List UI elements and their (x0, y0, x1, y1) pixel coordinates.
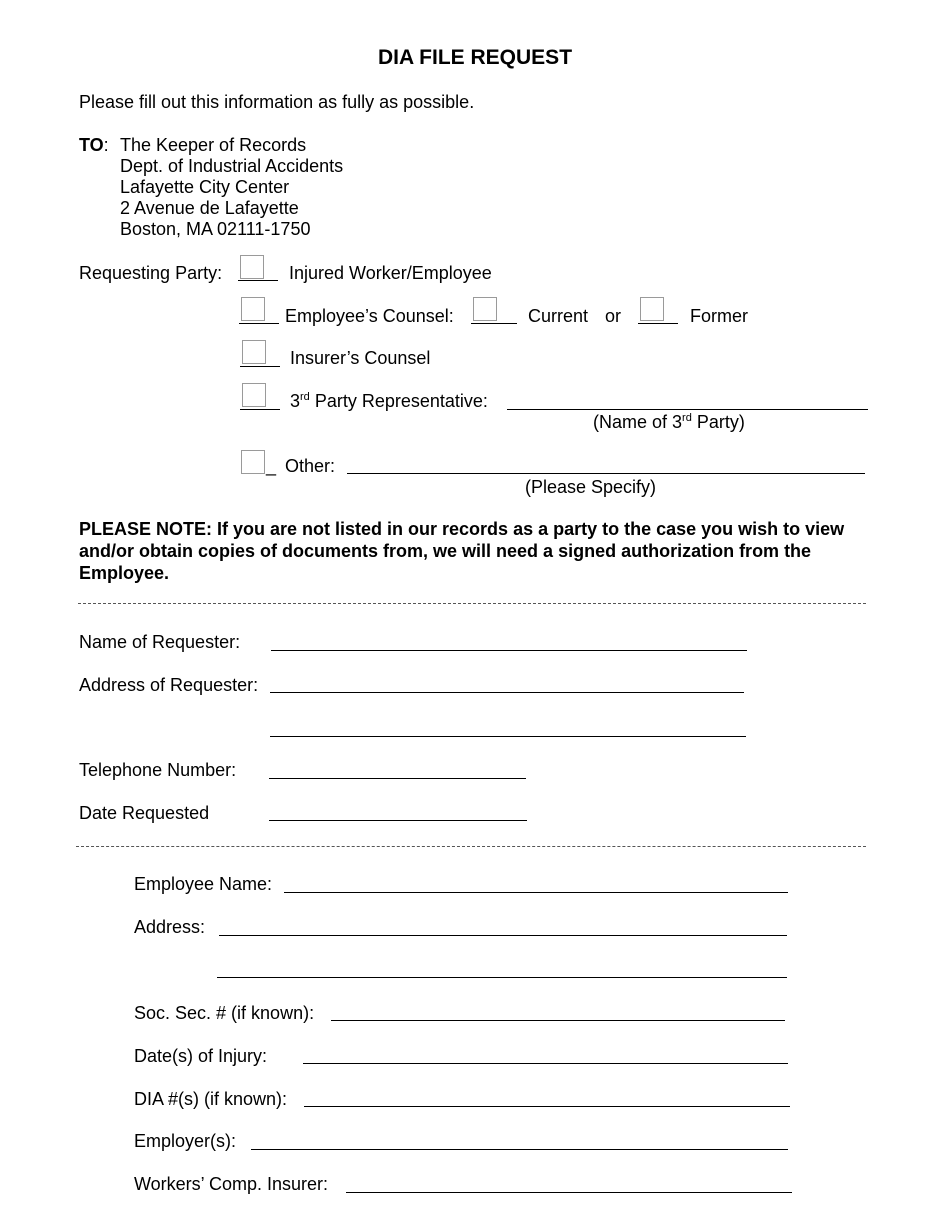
to-line-5: Boston, MA 02111-1750 (120, 219, 311, 239)
injured-worker-checkbox[interactable] (240, 255, 264, 279)
requesting-party-label: Requesting Party: (79, 263, 223, 283)
date-requested-field[interactable] (269, 820, 527, 821)
page-title: DIA FILE REQUEST (377, 46, 573, 69)
third-party-sup: rd (300, 391, 310, 403)
ssn-label: Soc. Sec. # (if known): (134, 1003, 315, 1023)
employee-name-label: Employee Name: (134, 874, 273, 894)
insurers-counsel-checkbox[interactable] (242, 340, 266, 364)
injured-worker-label: Injured Worker/Employee (289, 263, 492, 283)
date-requested-label: Date Requested (79, 803, 210, 823)
name-of-requester-field[interactable] (271, 650, 747, 651)
employee-address-field-2[interactable] (217, 977, 787, 978)
employee-address-field-1[interactable] (219, 935, 787, 936)
insurers-counsel-label: Insurer’s Counsel (290, 348, 431, 368)
employees-counsel-checkbox[interactable] (241, 297, 265, 321)
to-line-1: The Keeper of Records (120, 135, 307, 155)
employers-label: Employer(s): (134, 1131, 237, 1151)
name-of-requester-label: Name of Requester: (79, 632, 241, 652)
to-label (79, 136, 109, 154)
former-checkbox[interactable] (640, 297, 664, 321)
insurers-counsel-underline (240, 366, 280, 367)
third-party-label (290, 392, 488, 410)
address-of-requester-field-1[interactable] (270, 692, 744, 693)
to-line-4: 2 Avenue de Lafayette (120, 198, 299, 218)
employees-counsel-underline (239, 323, 279, 324)
current-underline (471, 323, 517, 324)
employee-name-field[interactable] (284, 892, 788, 893)
former-label: Former (690, 306, 748, 326)
intro-text: Please fill out this information as fully as possible. (79, 92, 475, 112)
insurer-field[interactable] (346, 1192, 792, 1193)
address-of-requester-field-2[interactable] (270, 736, 746, 737)
third-party-name-field[interactable] (507, 409, 868, 410)
please-specify-caption: (Please Specify) (525, 477, 657, 497)
name-of-3rd-prefix: (Name of 3 (593, 412, 683, 432)
other-checkbox[interactable] (241, 450, 265, 474)
or-text: or (605, 306, 622, 326)
dates-of-injury-label: Date(s) of Injury: (134, 1046, 268, 1066)
to-line-2: Dept. of Industrial Accidents (120, 156, 344, 176)
employee-address-label: Address: (134, 917, 206, 937)
third-party-prefix: 3 (290, 391, 301, 411)
address-of-requester-label: Address of Requester: (79, 675, 259, 695)
other-underscore: _ (266, 456, 277, 476)
dia-numbers-label: DIA #(s) (if known): (134, 1089, 288, 1109)
third-party-suffix: Party Representative: (314, 391, 488, 411)
injured-worker-underline (238, 280, 278, 281)
to-line-3: Lafayette City Center (120, 177, 290, 197)
former-underline (638, 323, 678, 324)
telephone-number-label: Telephone Number: (79, 760, 237, 780)
insurer-label: Workers’ Comp. Insurer: (134, 1174, 329, 1194)
name-of-3rd-sup: rd (682, 412, 692, 424)
dates-of-injury-field[interactable] (303, 1063, 788, 1064)
other-specify-field[interactable] (347, 473, 865, 474)
dia-numbers-field[interactable] (304, 1106, 790, 1107)
to-label-text: TO (79, 135, 104, 155)
please-note: PLEASE NOTE: If you are not listed in our records as a party to the case you wish to view and/or obtain copies of documents from, we will need a signed authorization from the Employee. (79, 519, 845, 583)
telephone-number-field[interactable] (269, 778, 526, 779)
to-colon: : (103, 135, 109, 155)
current-label: Current (528, 306, 589, 326)
name-of-3rd-suffix: Party) (696, 412, 745, 432)
current-checkbox[interactable] (473, 297, 497, 321)
third-party-underline (240, 409, 280, 410)
employers-field[interactable] (251, 1149, 788, 1150)
third-party-name-caption (593, 413, 745, 431)
divider-2 (76, 846, 866, 847)
other-label: Other: (285, 456, 336, 476)
ssn-field[interactable] (331, 1020, 785, 1021)
third-party-checkbox[interactable] (242, 383, 266, 407)
employees-counsel-label: Employee’s Counsel: (285, 306, 454, 326)
divider-1 (78, 603, 866, 604)
